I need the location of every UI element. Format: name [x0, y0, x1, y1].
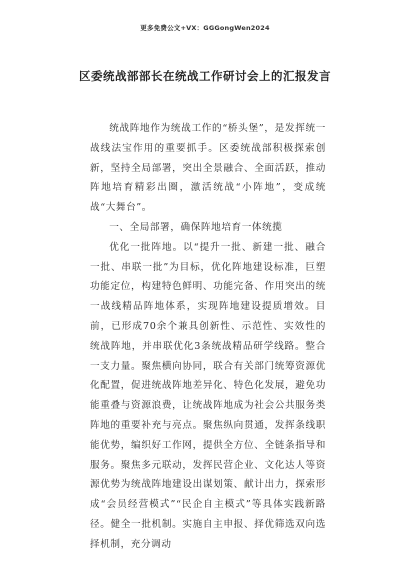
document-body: [90, 119, 326, 555]
header-note: 更多免费公文+VX：GGGongWen2024: [140, 24, 270, 32]
section-heading: 一、全局部署，确保阵地培育一体统揽: [109, 221, 283, 233]
body-paragraph: 优化一批阵地。以“提升一批、新建一批、融合一批、串联一批”为目标，优化阵地建设标准，巨塑功能定位，构建特色鲜明、功能完备、作用突出的统一战线精品阵地体系，实现阵地建设提质增效。目前，已形成70余个兼具创新性、示范性、实效性的统战阵地，并串联优化3条统战精品研学线路。整合一支力量。聚焦横向协同，联合有关部门统筹资源优化配置，促进统战阵地差异化、特色化发展，避免功能重叠与资源浪费，让统战阵地成为社会公共服务类阵地的重要补充与亮点。聚焦纵向贯通，发挥条线职能优势，编织好工作网，提供全方位、全链条指导和服务。聚焦多元联动，发挥民营企业、文化达人等资源优势为统战阵地建设出谋划策、献计出力，探索形成“会员经营模式”“民企自主模式”等具体实践新路径。健全一批机制。实施自主申报、择优筛选双向选择机制，充分调动: [90, 241, 326, 550]
intro-paragraph: 统战阵地作为统战工作的“桥头堡”，是发挥统一战线法宝作用的重要抓手。区委统战部积极探索创新，坚持全局部署，突出全景融合、全面活跃，推动阵地培育精彩出圈，激活统战“小阵地”，变成统战“大舞台”。: [90, 123, 326, 214]
document-title: 区委统战部部长在统战工作研讨会上的汇报发言: [79, 69, 331, 83]
